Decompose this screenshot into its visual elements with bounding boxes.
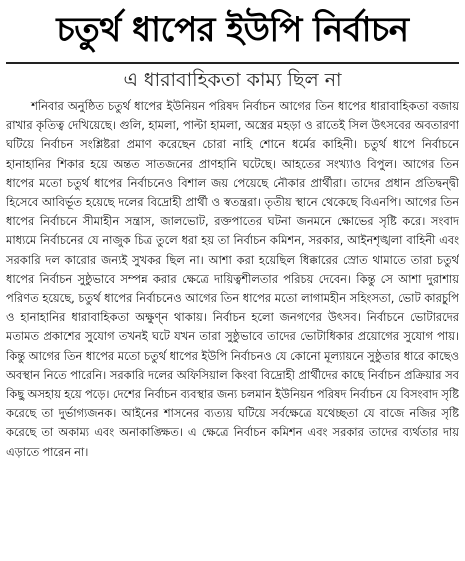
headline: চতুর্থ ধাপের ইউপি নির্বাচন <box>56 10 409 50</box>
headline-divider <box>6 62 459 64</box>
subheadline: এ ধারাবাহিকতা কাম্য ছিল না <box>123 69 342 91</box>
article-body: শনিবার অনুষ্ঠিত চতুর্থ ধাপের ইউনিয়ন পরিষদ নির্বাচন আগের তিন ধাপের ধারাবাহিকতা বজায় রাখার কৃতিত্ব দেখিয়েছে। গুলি, হামলা, পাল্টা হামলা, অস্ত্রের মহড়া ও রাতেই সিল উৎসবের অবতারণা ঘটিয়ে নির্বাচন সংশ্লিষ্টরা প্রমাণ করেছেন চোরা নাহি শোনে ধর্মের কাহিনী। চতুর্থ ধাপে নির্বাচনে হানাহানির শিকার হয়ে অন্তত সাতজনের প্রাণহানি ঘটেছে। আহতের সংখ্যাও বিপুল। আগের তিন ধাপের মতো চতুর্থ ধাপের নির্বাচনেও বিশাল জয় পেয়েছে নৌকার প্রার্থীরা। তাদের প্রধান প্রতিদ্বন্দ্বী হিসেবে আবির্ভূত হয়েছে দলের বিদ্রোহী প্রার্থী ও স্বতন্ত্ররা। তৃতীয় স্থানে থেকেছে বিএনপি। আগের তিন ধাপের নির্বাচনে সীমাহীন সন্ত্রাস, জালভোট, রক্তপাতের ঘটনা জনমনে ক্ষোভের সৃষ্টি করে। সংবাদ মাধ্যমে নির্বাচনের যে নাজুক চিত্র তুলে ধরা হয় তা নির্বাচন কমিশন, সরকার, আইনশৃঙ্খলা বাহিনী এবং সরকারি দল কারোর জন্যই সুখকর ছিল না। আশা করা হয়েছিল ধিক্কারের স্রোত থামাতে তারা চতুর্থ ধাপের নির্বাচন সুষ্ঠুভাবে সম্পন্ন করার ক্ষেত্রে দায়িত্বশীলতার পরিচয় দেবেন। কিন্তু সে আশা দুরাশায় পরিণত হয়েছে, চতুর্থ ধাপের নির্বাচনেও আগের তিন ধাপের মতো লাগামহীন সহিংসতা, ভোট কারচুপি ও হানাহানির ধারাবাহিকতা অক্ষুণ্ন থাকায়। নির্বাচন হলো জনগণের উৎসব। নির্বাচনে ভোটারদের মতামত প্রকাশের সুযোগ তখনই ঘটে যখন তারা সুষ্ঠুভাবে তাদের ভোটাধিকার প্রয়োগের সুযোগ পায়। কিন্তু আগের তিন ধাপের মতো চতুর্থ ধাপের ইউপি নির্বাচনও যে কোনো মূল্যায়নে সুষ্ঠুতার ধারে কাছেও অবস্থান নিতে পারেনি। সরকারি দলের অফিসিয়াল কিংবা বিদ্রোহী প্রার্থীদের কাছে নির্বাচন প্রক্রিয়ার সব কিছু অসহায় হয়ে পড়ে। দেশের নির্বাচন ব্যবস্থার জন্য চলমান ইউনিয়ন পরিষদ নির্বাচন যে বিসংবাদ সৃষ্টি করেছে তা দুর্ভাগ্যজনক। আইনের শাসনের ব্যত্যয় ঘটিয়ে সর্বক্ষেত্রে যথেচ্ছতা যে বাজে নজির সৃষ্টি করেছে তা অকাম্য এবং অনাকাঙ্ক্ষিত। এ ক্ষেত্রে নির্বাচন কমিশন এবং সরকার তাদের ব্যর্থতার দায় এড়াতে পারেন না। <box>6 99 459 459</box>
